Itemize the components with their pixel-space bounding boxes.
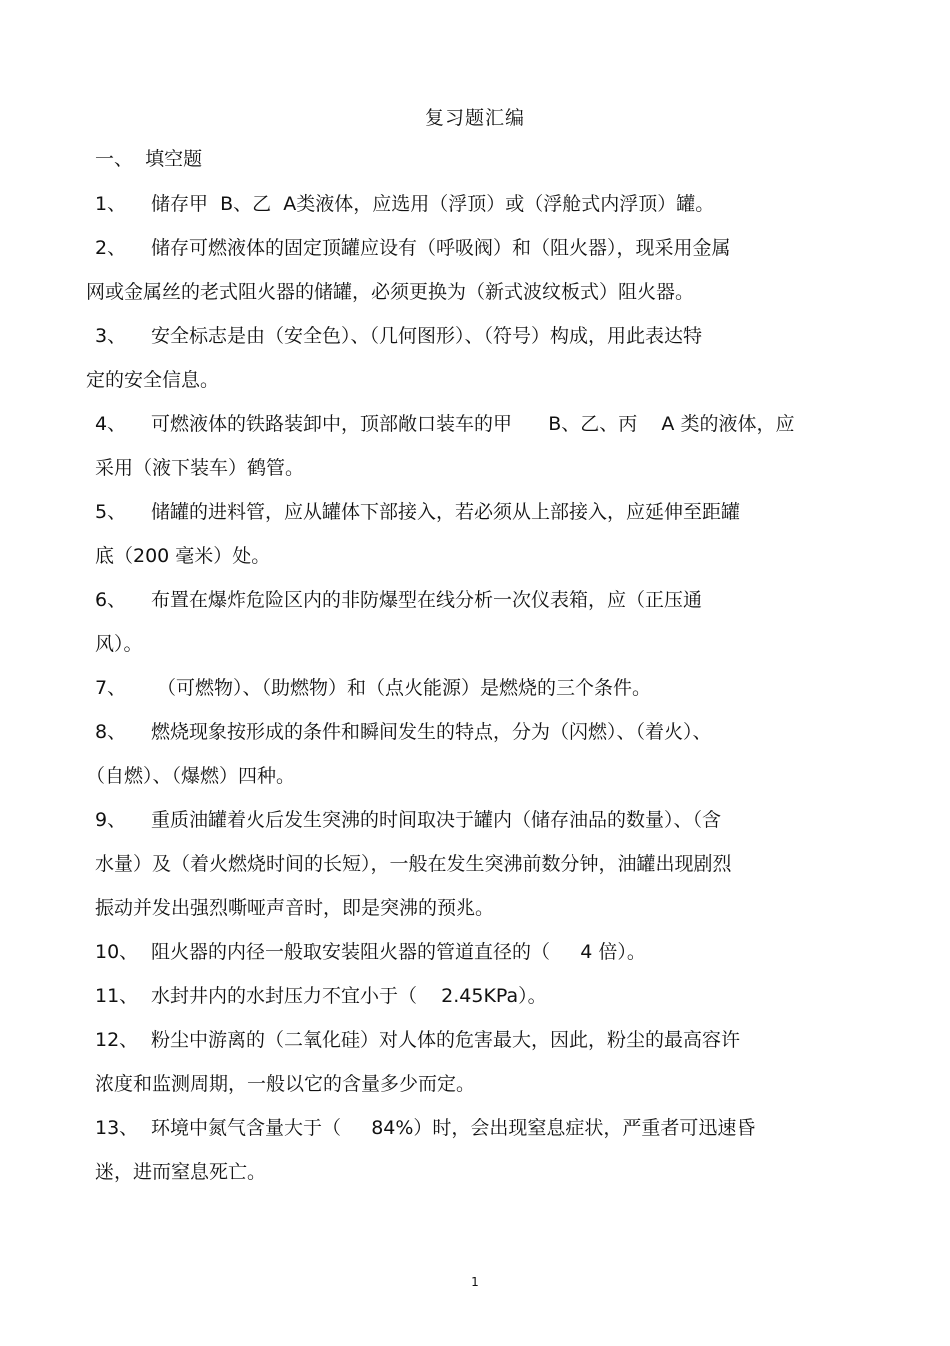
item-number: 1、 <box>95 193 127 215</box>
item-number: 3、 <box>95 325 127 347</box>
item-text: 燃烧现象按形成的条件和瞬间发生的特点，分为（闪燃）、（着火）、 <box>151 721 712 743</box>
item-text: 储罐的进料管，应从罐体下部接入，若必须从上部接入，应延伸至距罐 <box>151 501 741 523</box>
list-item <box>95 588 702 612</box>
list-item <box>95 808 721 832</box>
item-text: 储存可燃液体的固定顶罐应设有（呼吸阀）和（阻火器），现采用金属 <box>151 237 731 259</box>
item-number: 8、 <box>95 721 127 743</box>
section-heading: 一、 填空题 <box>95 148 203 170</box>
item-number: 13、 <box>95 1117 139 1139</box>
item-text: 粉尘中游离的（二氧化硅）对人体的危害最大，因此，粉尘的最高容许 <box>151 1029 741 1051</box>
item-text: 安全标志是由（安全色）、（几何图形）、（符号）构成，用此表达特 <box>151 325 703 347</box>
item-text: 可燃液体的铁路装卸中，顶部敞口装车的甲 B、乙、丙 A 类的液体，应 <box>151 413 795 435</box>
list-item-continuation: 浓度和监测周期，一般以它的含量多少而定。 <box>95 1073 476 1095</box>
list-item <box>95 236 731 260</box>
list-item-continuation: 定的安全信息。 <box>86 369 220 391</box>
list-item <box>95 1028 740 1052</box>
item-number: 7、 <box>95 677 127 699</box>
list-item-continuation: 底（200 毫米）处。 <box>95 545 271 567</box>
list-item <box>95 412 794 436</box>
list-item <box>95 676 651 700</box>
item-text: （可燃物）、（助燃物）和（点火能源）是燃烧的三个条件。 <box>151 677 652 699</box>
page-title: 复习题汇编 <box>424 107 525 129</box>
list-item-continuation: 振动并发出强烈嘶哑声音时，即是突沸的预兆。 <box>95 897 495 919</box>
list-item-continuation: 网或金属丝的老式阻火器的储罐，必须更换为（新式波纹板式）阻火器。 <box>86 281 695 303</box>
item-text: 储存甲 B、乙 A类液体，应选用（浮顶）或（浮舱式内浮顶）罐。 <box>151 193 715 215</box>
list-item <box>95 1116 755 1140</box>
page-number: 1 <box>471 1275 479 1289</box>
list-item-continuation: 水量）及（着火燃烧时间的长短），一般在发生突沸前数分钟，油罐出现剧烈 <box>95 853 732 875</box>
list-item-continuation: 风）。 <box>95 633 143 655</box>
list-item <box>95 720 712 744</box>
list-item <box>95 940 646 964</box>
list-item <box>95 192 714 216</box>
item-number: 5、 <box>95 501 127 523</box>
item-text: 重质油罐着火后发生突沸的时间取决于罐内（储存油品的数量）、（含 <box>151 809 722 831</box>
list-item-continuation: 采用（液下装车）鹤管。 <box>95 457 305 479</box>
list-item-continuation: 迷，进而窒息死亡。 <box>95 1161 267 1183</box>
item-text: 布置在爆炸危险区内的非防爆型在线分析一次仪表箱，应（正压通 <box>151 589 703 611</box>
item-text: 水封井内的水封压力不宜小于（ 2.45KPa）。 <box>151 985 547 1007</box>
item-number: 2、 <box>95 237 127 259</box>
list-item <box>95 500 740 524</box>
list-item-continuation: （自燃）、（爆燃）四种。 <box>86 765 296 787</box>
list-item <box>95 984 547 1008</box>
item-number: 12、 <box>95 1029 139 1051</box>
item-number: 4、 <box>95 413 127 435</box>
item-number: 9、 <box>95 809 127 831</box>
item-number: 6、 <box>95 589 127 611</box>
item-number: 11、 <box>95 985 139 1007</box>
item-text: 阻火器的内径一般取安装阻火器的管道直径的（ 4 倍）。 <box>151 941 646 963</box>
item-text: 环境中氮气含量大于（ 84%）时，会出现窒息症状，严重者可迅速昏 <box>151 1117 756 1139</box>
list-item <box>95 324 702 348</box>
item-number: 10、 <box>95 941 139 963</box>
